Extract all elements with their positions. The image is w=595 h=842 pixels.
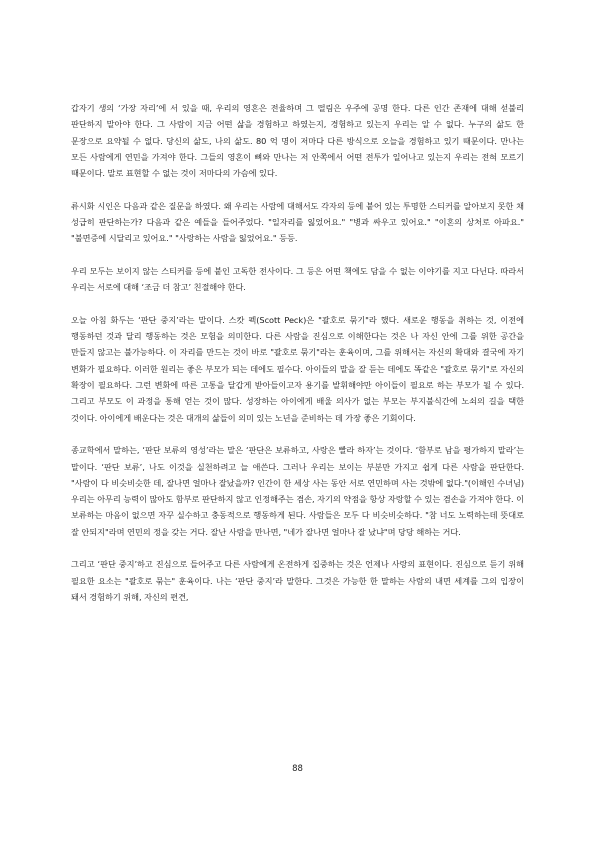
paragraph-1: 갑자기 생의 ‘가장 자리’에 서 있을 때, 우리의 영혼은 전율하며 그 떨림은 우주에 공명 한다. 다른 인간 존재에 대해 섣불리 판단하지 말아야 한다. 그 사람이 지금 어떤 삶을 경험하고 하였는지, 경험하고 있는지 우리는 알 수 없다. 누구의 삶도 한 문장으로 요약될 수 없다. 당신의 삶도, 나의 삶도. 80 억 명이 저마다 다른 방식으로 오늘을 경험하고 있기 때문이다. 만나는 모든 사람에게 연민을 가져야 한다. 그들의 영혼이 뼈와 만나는 저 안쪽에서 어떤 전투가 일어나고 있는지 우리는 전혀 모르기 때문이다. 말로 표현할 수 없는 것이 저마다의 가슴에 있다.: [71, 103, 524, 179]
paragraph-5: 종교학에서 말하는, ‘판단 보류의 영성’라는 말은 ‘판단은 보류하고, 사랑은 빨라 하자’는 것이다. ‘함부로 남을 평가하지 말라’는 말이다. ‘판단 보류’, 나도 이것을 실천하려고 늘 애쓴다. 그러나 우리는 보이는 부분만 가지고 쉽게 다른 사람을 판단한다. "사람이 다 비슷비슷한 데, 잘나면 얼마나 잘났을까? 인간이 한 세상 사는 동안 서로 연민하며 사는 것밖에 없다."(이해인 수녀님) 우리는 아무리 능력이 많아도 함부로 판단하지 않고 인정해주는 겸손, 자기의 약점을 항상 자랑할 수 있는 겸손을 가져야 한다. 이 보류하는 마음이 없으면 자꾸 실수하고 충동적으로 행동하게 된다. 사람들은 모두 다 비슷비슷하다. "참 너도 노력하는데 뜻대로 잘 안되지"라며 연민의 정을 갖는 거다. 잘난 사람을 만나면, "네가 잘나면 얼마나 잘 났냐"며 당당 해하는 거다.: [71, 445, 524, 537]
page-number: 88: [292, 764, 303, 774]
paragraph-2: 류시화 시인은 다음과 같은 질문을 하였다. 왜 우리는 사람에 대해서도 각자의 등에 붙어 있는 투명한 스티커를 알아보지 못한 채 성급히 판단하는가? 다음과 같은 예들을 들어주었다. "일자리를 잃었어요." "병과 싸우고 있어요." "이혼의 상처로 아파요." "불면증에 시달리고 있어요." "사랑하는 사람을 잃었어요." 등등.: [71, 200, 524, 244]
body-text: [71, 100, 524, 605]
paragraph-3: 우리 모두는 보이지 않는 스티커를 등에 붙인 고독한 전사이다. 그 등은 어떤 책에도 담을 수 없는 이야기를 지고 다닌다. 따라서 우리는 서로에 대해 ‘조금 더 참고’ 친절해야 한다.: [71, 265, 524, 293]
paragraph-4: 오늘 아침 화두는 ‘판단 중지’라는 말이다. 스캇 펙(Scott Peck)은 "괄호로 묶기"라 했다. 새로운 행동을 취하는 것, 이전에 행동하던 것과 달리 행동하는 것은 모험을 의미한다. 다른 사람을 진심으로 이해한다는 것은 나 자신 안에 그를 위한 공간을 만들지 않고는 불가능하다. 이 자리를 만드는 것이 바로 "괄호로 묶기"라는 훈육이며, 그를 위해서는 자신의 확대와 결국에 자기 변화가 필요하다. 이러한 원리는 좋은 부모가 되는 데에도 필수다. 아이들의 말을 잘 듣는 데에도 똑같은 "괄호로 묶기"로 자신의 확장이 필요하다. 그런 변화에 따른 고통을 달갑게 받아들이고자 용기를 발휘해야만 아이들이 필요로 하는 부모가 될 수 있다. 그리고 부모도 이 과정을 통해 얻는 것이 많다. 성장하는 아이에게 배울 의사가 없는 부모는 부지불식간에 노쇠의 길을 택한 것이다. 아이에게 배운다는 것은 대개의 삶들이 의미 있는 노년을 준비하는 데 가장 좋은 기회이다.: [71, 314, 524, 423]
paragraph-6: 그리고 ‘판단 중지’하고 진심으로 들어주고 다른 사람에게 온전하게 집중하는 것은 언제나 사랑의 표현이다. 진심으로 듣기 위해 필요한 요소는 "괄호로 묶는" 훈육이다. 나는 ‘판단 중지’라 말한다. 그것은 가능한 한 말하는 사람의 내면 세계를 그의 입장이 돼서 경험하기 위해, 자신의 편견,: [71, 559, 524, 602]
